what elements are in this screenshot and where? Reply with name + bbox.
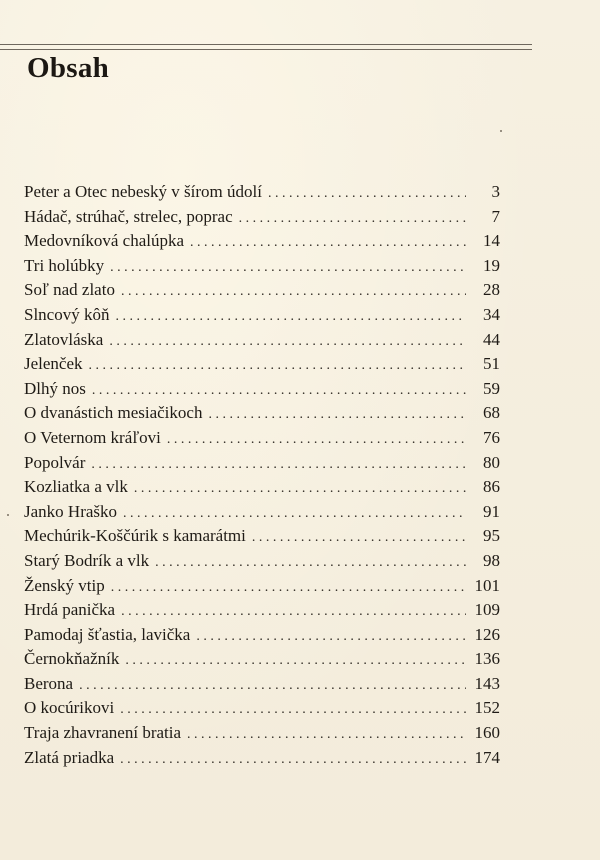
- toc-entry: [24, 549, 500, 574]
- dot-leader: [187, 723, 466, 748]
- toc-entry-title: Peter a Otec nebeský v šírom údolí: [24, 182, 262, 201]
- toc-entry: [24, 205, 500, 230]
- dot-leader: [252, 526, 466, 551]
- dot-leader: [268, 182, 466, 207]
- toc-entry-title: Janko Hraško: [24, 501, 118, 521]
- toc-entry: [24, 377, 500, 402]
- dot-leader: [125, 649, 466, 674]
- toc-entry: [24, 328, 500, 353]
- dot-leader: [115, 305, 466, 330]
- dot-leader: [190, 231, 466, 256]
- toc-entry: [24, 254, 500, 279]
- toc-entry-title: Jelenček: [24, 354, 83, 374]
- toc-entry: [24, 426, 500, 451]
- dot-leader: [120, 748, 466, 773]
- toc-entry-title: O kocúrikovi: [24, 698, 115, 718]
- toc-entry-title: Zlatá priadka: [24, 747, 115, 767]
- toc-entry-page: 19: [483, 255, 500, 275]
- toc-entry: [24, 524, 500, 549]
- toc-entry-title: Popolvár: [24, 452, 86, 472]
- toc-entry-page: 3: [491, 182, 500, 201]
- toc-entry-title: Mechúrik-Koščúrik s kamarátmi: [24, 526, 246, 546]
- toc-entry: [24, 696, 500, 721]
- toc-entry-title: Ženský vtip: [24, 575, 105, 595]
- toc-entry-page: 126: [474, 624, 500, 644]
- toc-entry: [24, 746, 500, 771]
- dot-leader: [155, 551, 466, 576]
- dot-leader: [110, 256, 466, 281]
- toc-entry-page: 160: [474, 723, 500, 743]
- top-rule: [0, 44, 532, 45]
- dot-leader: [120, 698, 466, 723]
- toc-entry-page: 109: [474, 600, 500, 620]
- toc-entry-page: 86: [483, 477, 500, 497]
- toc-entry: [24, 180, 500, 205]
- toc-entry: [24, 574, 500, 599]
- table-of-contents: [24, 180, 500, 770]
- toc-entry-page: 76: [483, 427, 500, 447]
- toc-entry-title: Zlatovláska: [24, 329, 104, 349]
- toc-entry-title: Tri holúbky: [24, 255, 105, 275]
- toc-entry-title: Hrdá panička: [24, 600, 116, 620]
- dot-leader: [196, 625, 466, 650]
- toc-entry-title: Berona: [24, 673, 74, 693]
- toc-entry: [24, 303, 500, 328]
- dot-leader: [239, 207, 466, 232]
- dot-leader: [109, 330, 466, 355]
- toc-entry-title: Pamodaj šťastia, lavička: [24, 624, 191, 644]
- toc-entry-page: 44: [483, 329, 500, 349]
- toc-entry-page: 59: [483, 378, 500, 398]
- toc-entry-page: 14: [483, 231, 500, 251]
- toc-entry-page: 51: [483, 354, 500, 374]
- toc-entry-title: Kozliatka a vlk: [24, 477, 128, 497]
- toc-entry-page: 174: [474, 747, 500, 767]
- toc-entry-title: Soľ nad zlato: [24, 280, 115, 300]
- toc-entry: [24, 229, 500, 254]
- dot-leader: [111, 576, 466, 601]
- toc-entry: [24, 623, 500, 648]
- dot-leader: [89, 354, 466, 379]
- dot-leader: [79, 674, 466, 699]
- toc-entry-title: O dvanástich mesiačikoch: [24, 403, 203, 423]
- toc-entry: [24, 672, 500, 697]
- toc-entry-title: O Veternom kráľovi: [24, 427, 161, 447]
- toc-entry-title: Černokňažník: [24, 649, 120, 669]
- dot-leader: [134, 477, 466, 502]
- toc-entry-page: 143: [474, 673, 500, 693]
- toc-entry: [24, 278, 500, 303]
- toc-entry: [24, 352, 500, 377]
- toc-entry-page: 34: [483, 304, 500, 324]
- toc-entry-page: 101: [474, 575, 500, 595]
- toc-entry: [24, 647, 500, 672]
- toc-entry: [24, 475, 500, 500]
- toc-entry-title: Slncový kôň: [24, 304, 110, 324]
- toc-entry: [24, 451, 500, 476]
- toc-entry-title: Hádač, strúhač, strelec, poprac: [24, 206, 233, 226]
- toc-entry-page: 68: [483, 403, 500, 423]
- toc-entry-page: 152: [474, 698, 500, 718]
- toc-entry-page: 80: [483, 452, 500, 472]
- toc-entry-page: 7: [491, 206, 500, 226]
- toc-entry-page: 136: [474, 649, 500, 669]
- page-title: Obsah: [27, 52, 110, 84]
- dot-leader: [167, 428, 466, 453]
- toc-entry-title: Starý Bodrík a vlk: [24, 550, 150, 570]
- toc-entry-page: 98: [483, 550, 500, 570]
- top-rule-second: [0, 49, 532, 50]
- toc-entry-page: 28: [483, 280, 500, 300]
- toc-entry-page: 95: [483, 526, 500, 546]
- dot-leader: [208, 403, 466, 428]
- toc-entry-title: Traja zhavranení bratia: [24, 723, 182, 743]
- dot-leader: [121, 280, 466, 305]
- paper-speck: [500, 130, 502, 132]
- toc-entry: [24, 598, 500, 623]
- toc-entry: [24, 401, 500, 426]
- dot-leader: [123, 502, 466, 527]
- toc-entry-title: Medovníková chalúpka: [24, 231, 185, 251]
- dot-leader: [121, 600, 466, 625]
- toc-entry: [24, 721, 500, 746]
- toc-entry-title: Dlhý nos: [24, 378, 86, 398]
- toc-entry-page: 91: [483, 501, 500, 521]
- toc-entry: [24, 500, 500, 525]
- paper-speck: [7, 514, 9, 516]
- dot-leader: [91, 453, 466, 478]
- dot-leader: [92, 379, 466, 404]
